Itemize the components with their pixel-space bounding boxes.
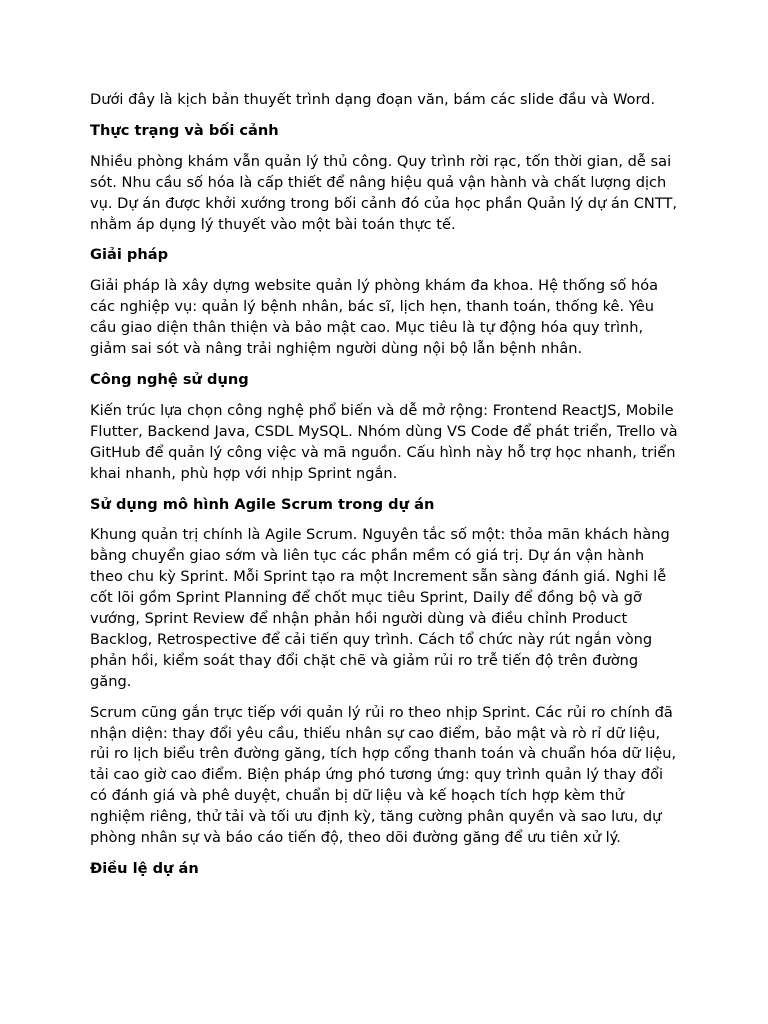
section-heading-technology: Công nghệ sử dụng (90, 370, 249, 388)
context-paragraph: Nhiều phòng khám vẫn quản lý thủ công. Quy trình rời rạc, tốn thời gian, dễ sai sót. Nhu cầu số hóa là cấp thiết để nâng hiệu quả vận hành và chất lượng dịch vụ. Dự án được khởi xướng trong bối cảnh đó của học phần Quản lý dự án CNTT, nhằm áp dụng lý thuyết vào một bài toán thực tế. (90, 152, 678, 233)
section-heading-agile-scrum: Sử dụng mô hình Agile Scrum trong dự án (90, 495, 435, 513)
section-heading-project-charter: Điều lệ dự án (90, 860, 199, 877)
solution-paragraph: Giải pháp là xây dựng website quản lý phòng khám đa khoa. Hệ thống số hóa các nghiệp vụ: quản lý bệnh nhân, bác sĩ, lịch hẹn, thanh toán, thống kê. Yêu cầu giao diện thân thiện và bảo mật cao. Mục tiêu là tự động hóa quy trình, giảm sai sót và nâng trải nghiệm người dùng nội bộ lẫn bệnh nhân. (90, 277, 659, 358)
document-page (90, 90, 680, 890)
scrum-paragraph-1: Khung quản trị chính là Agile Scrum. Nguyên tắc số một: thỏa mãn khách hàng bằng chuyển giao sớm và liên tục các phần mềm có giá trị. Dự án vận hành theo chu kỳ Sprint. Mỗi Sprint tạo ra một Increment sẵn sàng đánh giá. Nghi lễ cốt lõi gồm Sprint Planning để chốt mục tiêu Sprint, Daily để đồng bộ và gỡ vướng, Sprint Review để nhận phản hồi người dùng và điều chỉnh Product Backlog, Retrospective để cải tiến quy trình. Cách tổ chức này rút ngắn vòng phản hồi, kiểm soát thay đổi chặt chẽ và giảm rủi ro trễ tiến độ trên đường găng. (90, 526, 670, 690)
section-heading-solution: Giải pháp (90, 246, 169, 264)
scrum-paragraph-2: Scrum cũng gắn trực tiếp với quản lý rủi ro theo nhịp Sprint. Các rủi ro chính đã nhận diện: thay đổi yêu cầu, thiếu nhân sự cao điểm, bảo mật và rò rỉ dữ liệu, rủi ro lịch biểu trên đường găng, tích hợp cổng thanh toán và chuẩn hóa dữ liệu, tải cao giờ cao điểm. Biện pháp ứng phó tương ứng: quy trình quản lý thay đổi có đánh giá và phê duyệt, chuẩn bị dữ liệu và kế hoạch tích hợp kèm thử nghiệm riêng, thử tải và tối ưu định kỳ, tăng cường phân quyền và sao lưu, dự phòng nhân sự và báo cáo tiến độ, theo dõi đường găng để ưu tiên xử lý. (90, 703, 677, 847)
technology-paragraph: Kiến trúc lựa chọn công nghệ phổ biến và dễ mở rộng: Frontend ReactJS, Mobile Flutter, Backend Java, CSDL MySQL. Nhóm dùng VS Code để phát triển, Trello và GitHub để quản lý công việc và mã nguồn. Cấu hình này hỗ trợ học nhanh, triển khai nhanh, phù hợp với nhịp Sprint ngắn. (90, 401, 678, 482)
intro-paragraph: Dưới đây là kịch bản thuyết trình dạng đoạn văn, bám các slide đầu và Word. (90, 91, 656, 108)
section-heading-context: Thực trạng và bối cảnh (90, 121, 279, 139)
